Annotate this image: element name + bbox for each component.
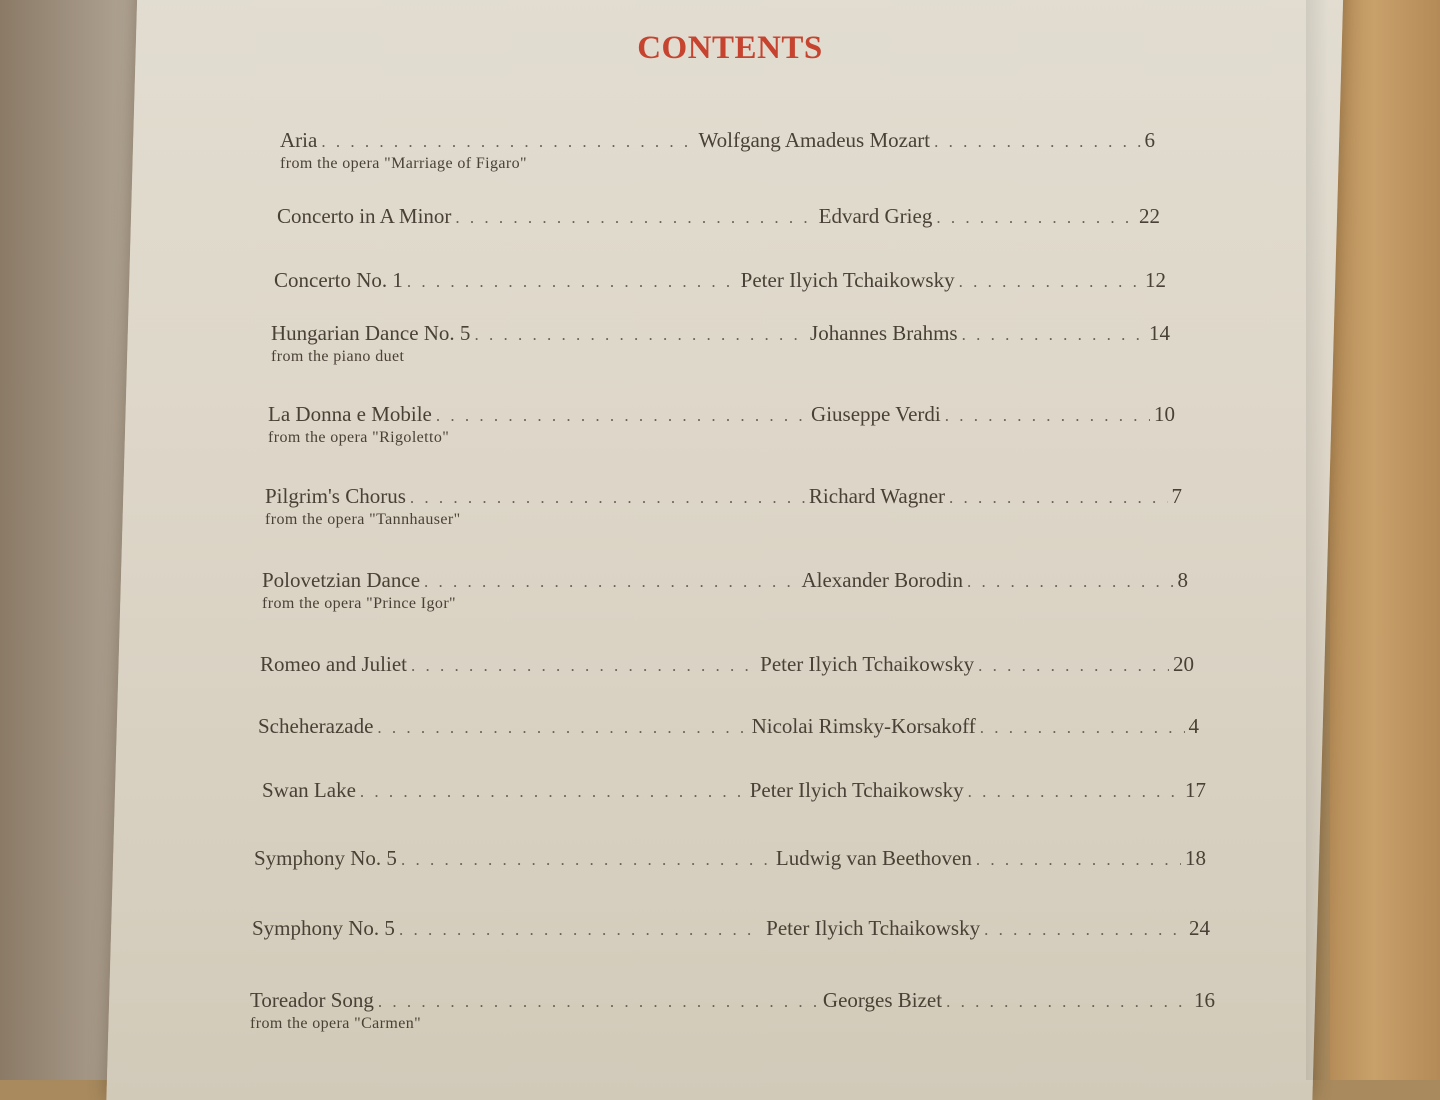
toc-entry [280, 128, 1155, 172]
entry-page-number: 14 [1149, 321, 1170, 345]
dot-leader [455, 208, 814, 228]
entry-composer: Giuseppe Verdi [811, 402, 941, 426]
entry-composer: Peter Ilyich Tchaikowsky [760, 652, 975, 676]
background-right [1330, 0, 1440, 1080]
entry-composer: Nicolai Rimsky-Korsakoff [751, 714, 976, 738]
entry-page-number: 24 [1189, 916, 1210, 940]
entry-composer: Johannes Brahms [810, 321, 958, 345]
entry-title: Romeo and Juliet [260, 652, 407, 676]
dot-leader [436, 406, 807, 426]
entry-composer: Peter Ilyich Tchaikowsky [740, 268, 955, 292]
entry-page-number: 20 [1173, 652, 1194, 676]
dot-leader [968, 782, 1181, 802]
toc-entry [258, 714, 1199, 754]
contents-title: CONTENTS [637, 30, 823, 66]
dot-leader [321, 132, 694, 152]
dot-leader [976, 850, 1181, 870]
dot-leader [424, 572, 797, 592]
toc-entry [262, 568, 1188, 612]
entry-page-number: 8 [1177, 568, 1188, 592]
toc-entry [271, 321, 1170, 365]
entry-composer: Alexander Borodin [801, 568, 963, 592]
dot-leader [407, 272, 737, 292]
toc-entry [260, 652, 1194, 692]
page-edge-shadow [1306, 0, 1328, 1080]
dot-leader [984, 920, 1185, 940]
entry-page-number: 12 [1145, 268, 1166, 292]
entry-title: Pilgrim's Chorus [265, 484, 406, 508]
dot-leader [959, 272, 1141, 292]
dot-leader [411, 656, 756, 676]
dot-leader [377, 718, 747, 738]
dot-leader [980, 718, 1185, 738]
dot-leader [962, 325, 1145, 345]
entry-title: Toreador Song [250, 988, 374, 1012]
dot-leader [936, 208, 1135, 228]
entry-page-number: 22 [1139, 204, 1160, 228]
entry-title: Hungarian Dance No. 5 [271, 321, 471, 345]
entry-page-number: 16 [1194, 988, 1215, 1012]
entry-title: Aria [280, 128, 318, 152]
entry-composer: Peter Ilyich Tchaikowsky [766, 916, 981, 940]
entry-page-number: 18 [1185, 846, 1206, 870]
toc-entry [277, 204, 1160, 244]
dot-leader [360, 782, 746, 802]
dot-leader [978, 656, 1169, 676]
entry-composer: Ludwig van Beethoven [775, 846, 972, 870]
entry-subtitle: from the opera "Marriage of Figaro" [280, 155, 527, 172]
entry-title: Concerto in A Minor [277, 204, 452, 228]
entry-page-number: 10 [1154, 402, 1175, 426]
entry-subtitle: from the opera "Rigoletto" [268, 429, 450, 446]
entry-page-number: 17 [1185, 778, 1206, 802]
dot-leader [474, 325, 806, 345]
entry-subtitle: from the opera "Carmen" [250, 1015, 422, 1032]
dot-leader [945, 406, 1150, 426]
dot-leader [934, 132, 1140, 152]
entry-title: Swan Lake [262, 778, 356, 802]
entry-composer: Edvard Grieg [818, 204, 933, 228]
toc-entry [262, 778, 1206, 818]
toc-entry [274, 268, 1166, 308]
entry-subtitle: from the opera "Prince Igor" [262, 595, 456, 612]
entry-title: La Donna e Mobile [268, 402, 432, 426]
entry-page-number: 6 [1144, 128, 1155, 152]
dot-leader [967, 572, 1174, 592]
dot-leader [410, 488, 805, 508]
dot-leader [946, 992, 1190, 1012]
toc-entry [265, 484, 1182, 528]
entry-title: Polovetzian Dance [262, 568, 421, 592]
toc-entry [254, 846, 1206, 886]
entry-title: Symphony No. 5 [254, 846, 397, 870]
entry-composer: Wolfgang Amadeus Mozart [698, 128, 931, 152]
dot-leader [378, 992, 819, 1012]
toc-entry [268, 402, 1175, 446]
entry-title: Concerto No. 1 [274, 268, 403, 292]
entry-page-number: 4 [1188, 714, 1199, 738]
dot-leader [949, 488, 1167, 508]
entry-subtitle: from the piano duet [271, 348, 405, 365]
entry-composer: Peter Ilyich Tchaikowsky [749, 778, 964, 802]
toc-entry [250, 988, 1215, 1032]
entry-subtitle: from the opera "Tannhauser" [265, 511, 461, 528]
entry-title: Symphony No. 5 [252, 916, 395, 940]
dot-leader [399, 920, 762, 940]
entry-composer: Richard Wagner [808, 484, 946, 508]
toc-entry [252, 916, 1210, 956]
entry-composer: Georges Bizet [822, 988, 943, 1012]
entry-title: Scheherazade [258, 714, 374, 738]
entry-page-number: 7 [1171, 484, 1182, 508]
dot-leader [401, 850, 772, 870]
